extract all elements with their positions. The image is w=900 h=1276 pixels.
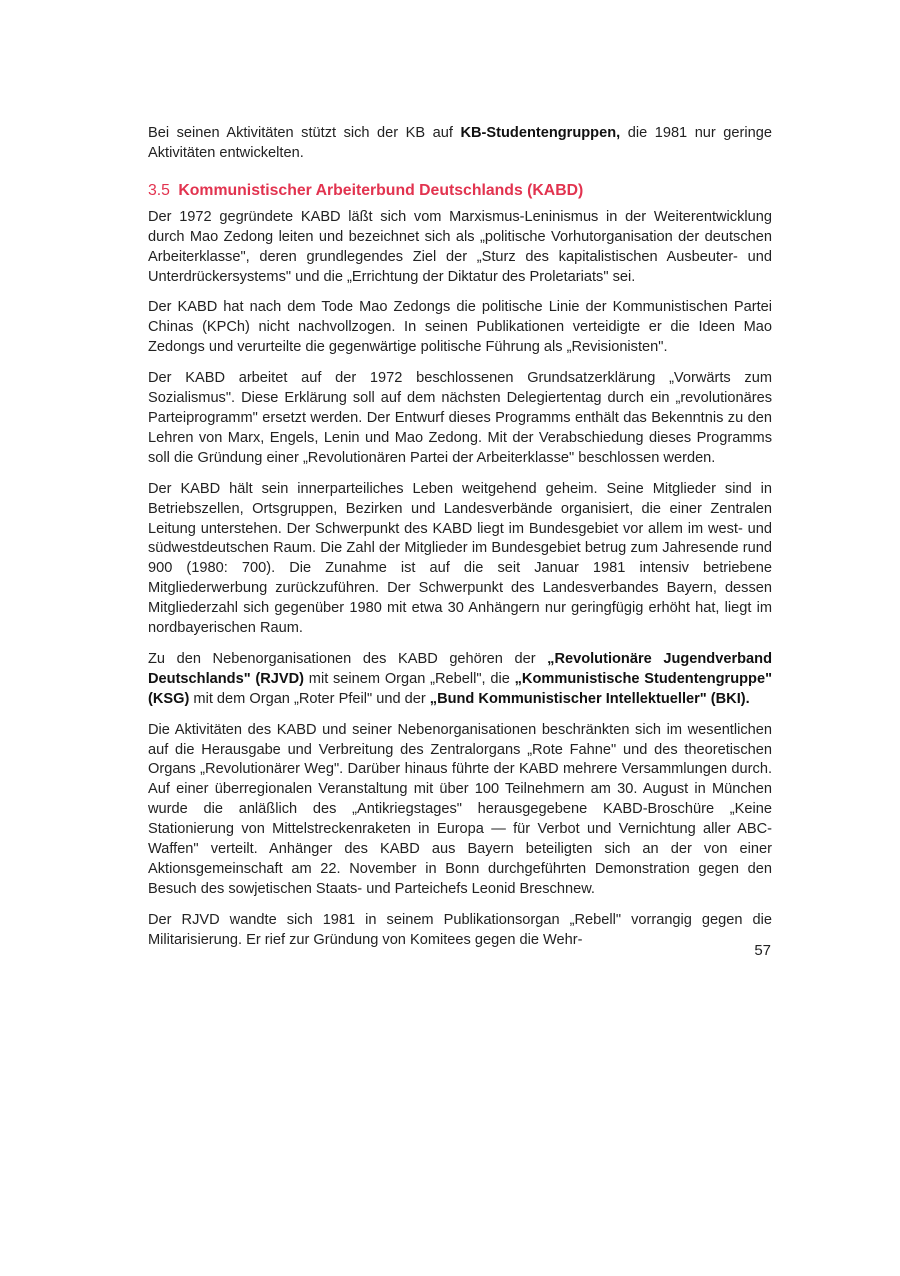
paragraph-4: Der KABD hält sein innerparteiliches Leben weitgehend geheim. Seine Mitglieder sind in Betriebszellen, Ortsgruppen, Bezirken und Landesverbände organisiert, die einer Zentralen Leitung unterstehen. Der Schwerpunkt des KABD liegt im Bundesgebiet vor allem im west- und südwestdeutschen Raum. Die Zahl der Mitglieder im Bundesgebiet betrug zum Jahresende rund 900 (1980: 700). Die Zunahme ist auf die seit Januar 1981 intensiv betriebene Mitgliederwerbung zurückzuführen. Der Schwerpunkt des Landesverbandes Bayern, dessen Mitgliederzahl sich gegenüber 1980 mit etwa 30 Anhängern nur geringfügig erhöht hat, liegt im nordbayerischen Raum. xyxy=(148,480,772,637)
paragraph-6: Die Aktivitäten des KABD und seiner Nebenorganisationen beschränkten sich im wesentlichen auf die Herausgabe und Verbreitung des Zentralorgans „Rote Fahne" und des theoretischen Organs „Revolutionärer Weg". Darüber hinaus führte der KABD mehrere Versammlungen durch. Auf einer überregionalen Veranstaltung mit über 100 Teilnehmern am 30. August in München wurde die anläßlich des „Antikriegstages" herausgegebene KABD-Broschüre „Keine Stationierung von Mittelstreckenraketen in Europa — für Verbot und Vernichtung aller ABC-Waffen" verteilt. Anhänger des KABD aus Bayern beteiligten sich an der von einer Aktionsgemeinschaft am 22. November in Bonn durchgeführten Demonstration gegen den Besuch des sowjetischen Staats- und Parteichefs Leonid Breschnew. xyxy=(148,721,772,897)
paragraph-2: Der KABD hat nach dem Tode Mao Zedongs die politische Linie der Kommunistischen Partei Chinas (KPCh) nicht nachvollzogen. In seinen Publikationen verteidigte er die Ideen Mao Zedongs und verurteilte die gegenwärtige politische Führung als „Revisionisten". xyxy=(148,299,772,356)
p5-bold-ksg: „Kommunistische Studentengruppe" (KSG) xyxy=(148,670,772,707)
p5-text-2: mit seinem Organ „Rebell", die xyxy=(304,670,515,687)
body-text xyxy=(148,124,772,962)
paragraph-1: Der 1972 gegründete KABD läßt sich vom Marxismus-Leninismus in der Weiterentwicklung durch Mao Zedong leiten und bezeichnet sich als „politische Vorhutorganisation der deutschen Arbeiterklasse", deren grundlegendes Ziel der „Sturz des kapitalistischen Ausbeuter- und Unterdrückersystems" und die „Errichtung der Diktatur des Proletariats" sei. xyxy=(148,208,772,285)
p5-bold-rjvd: „Revolutionäre Jugendverband Deutschlands" (RJVD) xyxy=(148,650,772,687)
intro-bold-term: KB-Studentengruppen, xyxy=(460,125,621,141)
page-number: 57 xyxy=(754,942,771,959)
intro-text: Bei seinen Aktivitäten stützt sich der KB auf xyxy=(148,125,461,141)
paragraph-7: Der RJVD wandte sich 1981 in seinem Publikationsorgan „Rebell" vorrangig gegen die Militarisierung. Er rief zur Gründung von Komitees gegen die Wehr- xyxy=(148,911,772,948)
section-heading xyxy=(148,180,772,201)
p5-text-3: mit dem Organ „Roter Pfeil" und der xyxy=(189,690,430,707)
paragraph-5 xyxy=(148,650,772,710)
section-title: Kommunistischer Arbeiterbund Deutschlands (KABD) xyxy=(178,181,584,199)
paragraph-3: Der KABD arbeitet auf der 1972 beschlossenen Grundsatzerklärung „Vorwärts zum Sozialismus". Diese Erklärung soll auf dem nächsten Delegiertentag durch ein „revolutionäres Parteiprogramm" ersetzt werden. Der Entwurf dieses Programms enthält das Bekenntnis zu den Lehren von Marx, Engels, Lenin und Mao Zedong. Mit der Verabschiedung dieses Programms soll die Gründung einer „Revolutionären Partei der Arbeiterklasse" beschlossen werden. xyxy=(148,370,772,466)
p5-text-1: Zu den Nebenorganisationen des KABD gehören der xyxy=(148,650,548,667)
intro-paragraph xyxy=(148,124,772,164)
p5-bold-bki: „Bund Kommunistischer Intellektueller" (BKI). xyxy=(429,690,750,707)
section-number: 3.5 xyxy=(148,181,170,199)
intro-text-end: die 1981 nur geringe Aktivitäten entwickelten. xyxy=(148,125,772,161)
